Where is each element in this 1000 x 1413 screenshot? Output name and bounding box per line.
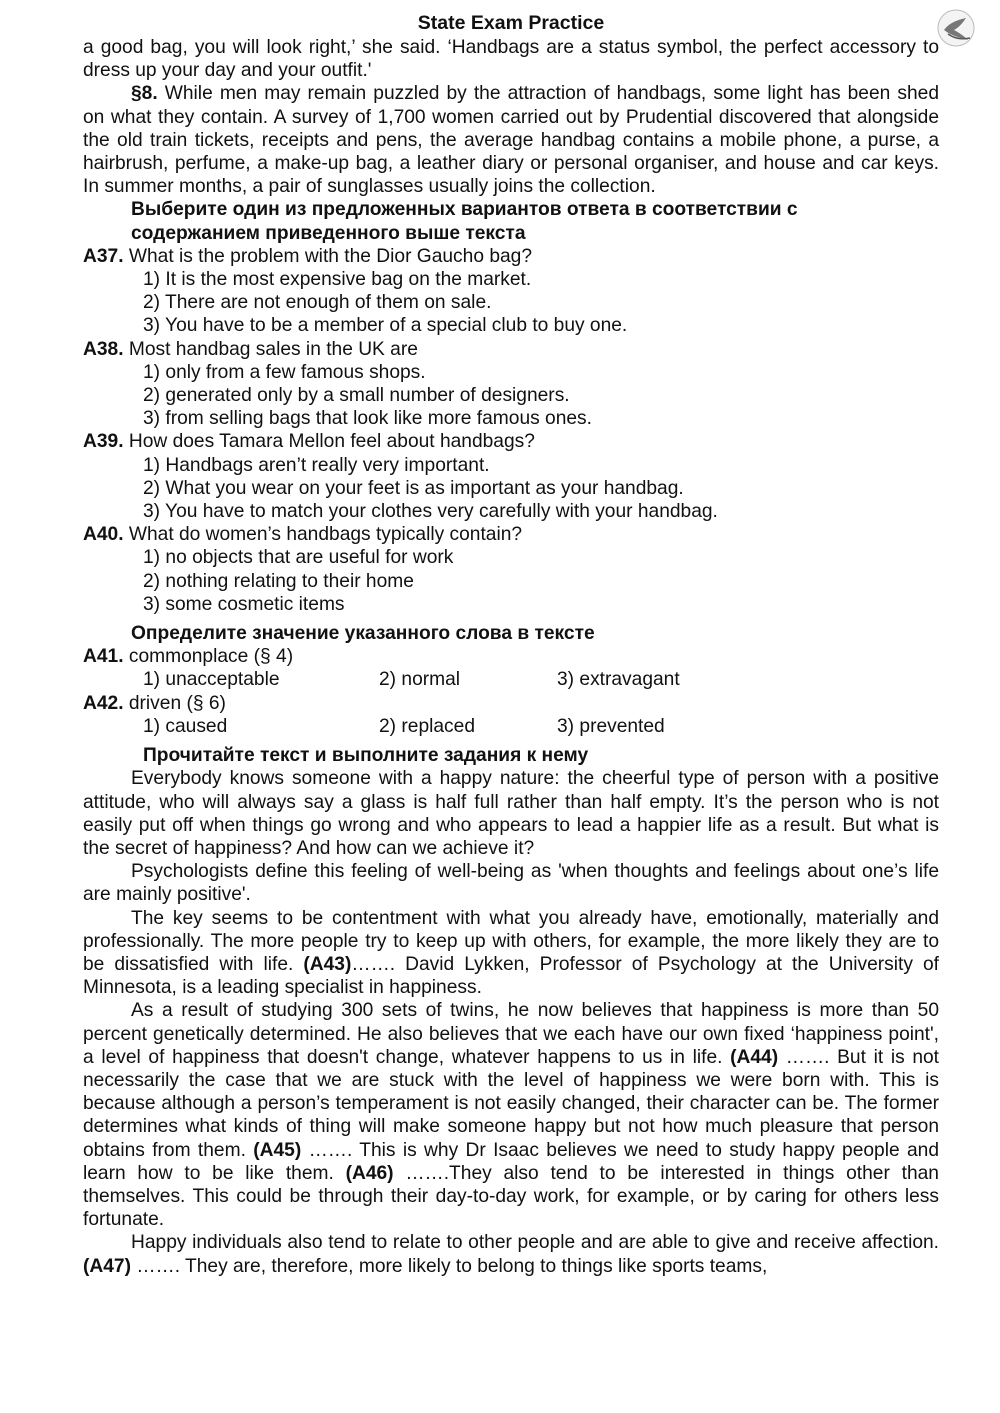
answer-option[interactable]: 2) nothing relating to their home [143,570,414,592]
answer-option[interactable]: 2) generated only by a small number of designers. [143,385,570,407]
question-a42 [83,692,939,738]
gap-a45: (A45) [253,1139,302,1161]
question-a40 [83,523,939,616]
answer-option[interactable]: 3) prevented [557,715,665,737]
question-number: A40. [83,524,124,546]
bird-icon [936,8,976,48]
question-a41 [83,645,939,691]
answer-option[interactable]: 2) What you wear on your feet is as important as your handbag. [143,477,684,499]
question-number: A37. [83,245,124,267]
question-a37 [83,245,939,338]
answer-option[interactable]: 3) You have to match your clothes very carefully with your handbag. [143,501,718,523]
paragraph-text: While men may remain puzzled by the attraction of handbags, some light has been shed on what they contain. A survey of 1,700 women carried out by Prudential discovered that alongside the old train tickets, receipts and pens, the average handbag contains a mobile phone, a purse, a hairbrush, perfume, a make-up bag, a leather diary or personal organiser, and house and car keys. In summer months, a pair of sunglasses usually joins the collection. [83,83,939,198]
question-a39 [83,430,939,523]
paragraph-text: ……. But it is not necessarily the case that we are stuck with the level of happiness we were born with. This is because although a person’s temperament is not easily changed, their character can be. The former determines what kinds of thing will make someone happy but not how much pleasure that person obtains from them. [83,1046,939,1161]
text-paragraph-2: Psychologists define this feeling of well-being as 'when thoughts and feelings about one’s life are mainly positive'. [83,861,939,906]
answer-option[interactable]: 1) no objects that are useful for work [143,547,454,569]
question-text: What is the problem with the Dior Gaucho bag? [123,245,533,267]
question-number: A39. [83,431,124,453]
question-number: A38. [83,338,124,360]
gap-a43: (A43) [303,953,352,975]
answer-option[interactable]: 1) unacceptable [143,669,280,691]
answer-option[interactable]: 2) replaced [379,715,475,737]
question-text: Most handbag sales in the UK are [123,338,418,360]
question-a38 [83,338,939,431]
question-text: driven (§ 6) [123,692,226,714]
answer-option[interactable]: 2) There are not enough of them on sale. [143,292,492,314]
answer-option[interactable]: 1) caused [143,715,228,737]
paragraph-text: As a result of studying 300 sets of twins, he now believes that happiness is more than 50 percent genetically determined. He also believes that we each have our own fixed ‘happiness point', a level of happiness that doesn't change, whatever happens to us in life. [83,1000,939,1068]
paragraph-text: ……. David Lykken, Professor of Psychology at the University of Minnesota, is a leading specialist in happiness. [83,953,940,999]
gap-a47: (A47) [83,1255,131,1277]
answer-option[interactable]: 3) some cosmetic items [143,593,345,615]
text-paragraph-4 [83,999,939,1231]
answer-option[interactable]: 3) extravagant [557,669,680,691]
document-page [83,10,939,1278]
paragraph-text: …….They also tend to be interested in things other than themselves. This could be through their day-to-day work, for example, or by caring for others less fortunate. [83,1162,939,1231]
instruction-read-text: Прочитайте текст и выполните задания к нему [143,745,589,767]
gap-a44: (A44) [730,1046,779,1068]
question-text: What do women’s handbags typically contain? [123,524,523,546]
paragraph-label: §8. [131,83,158,105]
instruction-choose [131,198,939,244]
answer-option[interactable]: 1) only from a few famous shops. [143,361,426,383]
question-text: commonplace (§ 4) [123,646,294,668]
paragraph-text: The key seems to be contentment with what you already have, emotionally, materially and professionally. The more people try to keep up with others, for example, the more likely they are to be dissatisfied with life. [83,907,939,975]
text-paragraph-5 [83,1231,939,1277]
answer-option[interactable]: 1) It is the most expensive bag on the market. [143,269,532,291]
instruction-line: Выберите один из предложенных вариантов ответа в соответствии с [131,199,798,221]
gap-a46: (A46) [345,1162,394,1184]
answer-option[interactable]: 2) normal [379,669,461,691]
text-paragraph-1: Everybody knows someone with a happy nature: the cheerful type of person with a positive attitude, who will always say a glass is half full rather than half empty. It’s the person who is not easily put off when things go wrong and who appears to lead a happier life as a result. But what is the secret of happiness? And how can we achieve it? [83,768,939,859]
answer-option[interactable]: 1) Handbags aren’t really very important. [143,454,490,476]
paragraph-8 [83,82,939,198]
intro-paragraph: a good bag, you will look right,’ she said. ‘Handbags are a status symbol, the perfect accessory to dress up your day and your outfit.' [83,37,939,82]
question-number: A42. [83,692,124,714]
instruction-word-meaning: Определите значение указанного слова в тексте [131,623,595,645]
paragraph-text: Happy individuals also tend to relate to other people and are able to give and receive affection. [131,1232,939,1254]
question-number: A41. [83,646,124,668]
paragraph-text: ……. They are, therefore, more likely to belong to things like sports teams, [130,1255,768,1277]
answer-option[interactable]: 3) from selling bags that look like more famous ones. [143,408,592,430]
paragraph-text: ……. This is why Dr Isaac believes we need to study happy people and learn how to be like them. [83,1139,939,1184]
instruction-line: содержанием приведенного выше текста [131,222,526,244]
text-paragraph-3 [83,907,939,1000]
answer-option[interactable]: 3) You have to be a member of a special club to buy one. [143,315,628,337]
page-title: State Exam Practice [417,12,605,34]
question-text: How does Tamara Mellon feel about handbags? [123,431,535,453]
